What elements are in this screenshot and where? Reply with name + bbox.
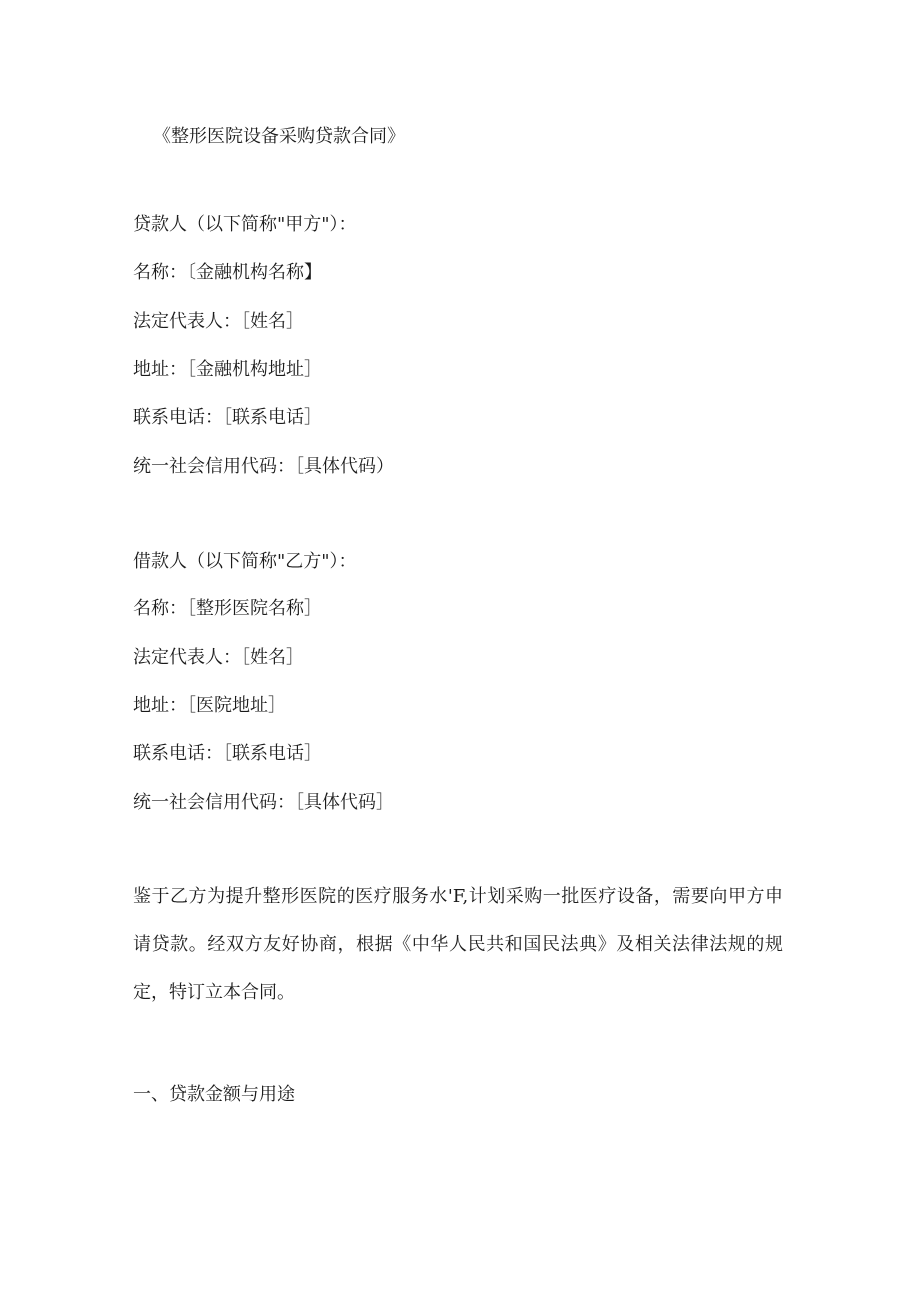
borrower-heading: 借款人（以下简称"乙方"）： (133, 551, 357, 572)
contract-title: 《整形医院设备采购贷款合同》 (153, 126, 405, 147)
lender-legal-rep: 法定代表人：［姓名］ (133, 311, 304, 332)
lender-heading: 贷款人（以下简称"甲方"）： (133, 214, 357, 235)
borrower-name: 名称：［整形医院名称］ (133, 598, 322, 619)
borrower-legal-rep: 法定代表人：［姓名］ (133, 647, 304, 668)
lender-credit-code: 统一社会信用代码：［具体代码） (133, 456, 394, 477)
borrower-address: 地址：［医院地址］ (133, 695, 286, 716)
section-1-title: 一、贷款金额与用途 (133, 1084, 295, 1105)
borrower-credit-code: 统一社会信用代码：［具体代码］ (133, 792, 394, 813)
lender-address: 地址：［金融机构地址］ (133, 359, 322, 380)
lender-name: 名称：〔金融机构名称】 (133, 262, 322, 283)
borrower-phone: 联系电话：［联系电话］ (133, 743, 322, 764)
preamble-paragraph: 鉴于乙方为提升整形医院的医疗服务水'F,计划采购一批医疗设备，需要向甲方申请贷款。经双方友好协商，根据《中华人民共和国民法典》及相关法律法规的规定，特订立本合同。 (133, 886, 783, 1003)
lender-phone: 联系电话：［联系电话］ (133, 407, 322, 428)
